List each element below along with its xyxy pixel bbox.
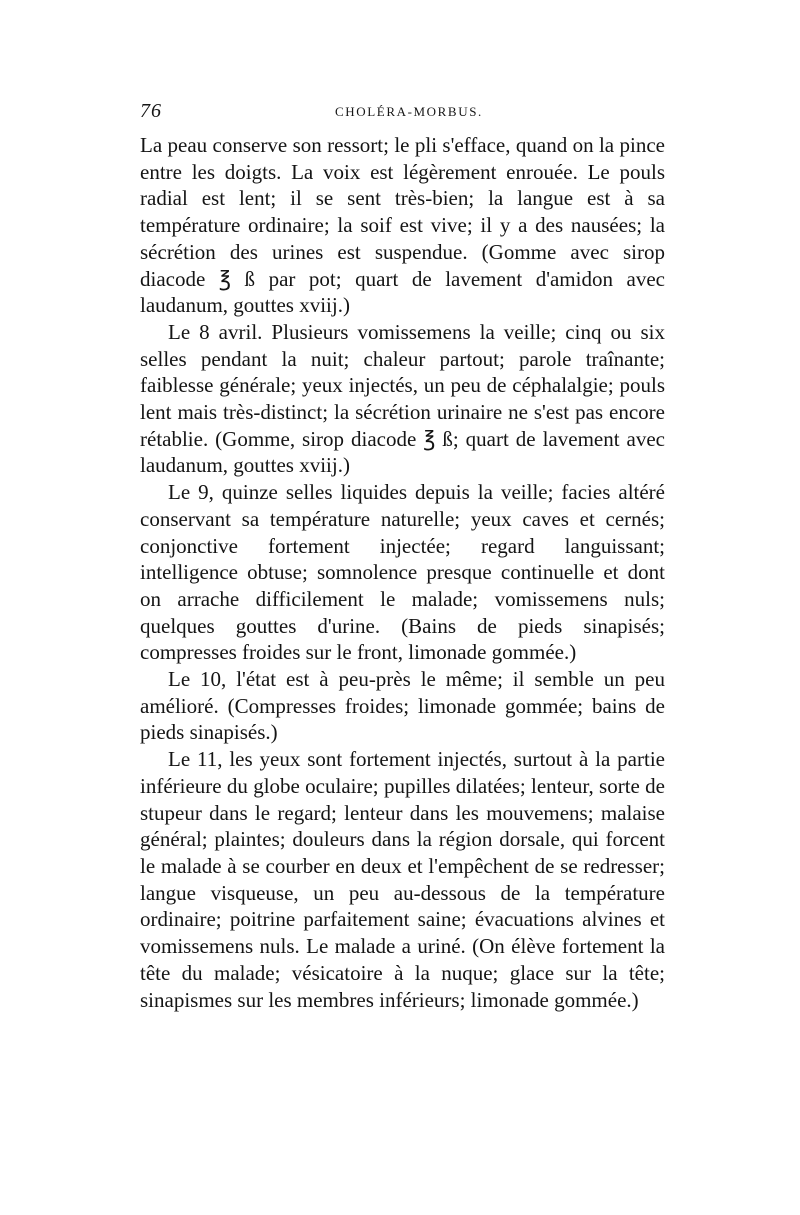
running-head [140, 100, 665, 124]
paragraph-3: Le 9, quinze selles liquides depuis la veille; facies altéré conservant sa température naturelle; yeux caves et cernés; conjonctive fortement injectée; regard languissant; intelligence obtuse; somnolence presque continuelle et dont on arrache difficilement le malade; vomissemens nuls; quelques gouttes d'urine. (Bains de pieds sinapisés; compresses froides sur le front, limonade gommée.) [140, 480, 665, 665]
running-title: CHOLÉRA-MORBUS. [335, 104, 483, 119]
body-text [140, 132, 665, 1013]
page-number: 76 [140, 100, 162, 122]
paragraph-2: Le 8 avril. Plusieurs vomissemens la veille; cinq ou six selles pendant la nuit; chaleur partout; parole traînante; faiblesse générale; yeux injectés, un peu de céphalalgie; pouls lent mais très-distinct; la sécrétion urinaire ne s'est pas encore rétablie. (Gomme, sirop diacode ℥ ß; quart de lavement avec laudanum, gouttes xviij.) [140, 319, 665, 478]
paragraph-5: Le 11, les yeux sont fortement injectés, surtout à la partie inférieure du globe oculaire; pupilles dilatées; lenteur, sorte de stupeur dans le regard; lenteur dans les mouvemens; malaise général; plaintes; douleurs dans la région dorsale, qui forcent le malade à se courber en deux et l'empêchent de se redresser; langue visqueuse, un peu au-dessous de la température ordinaire; poitrine parfaitement saine; évacuations alvines et vomissemens nuls. Le malade a uriné. (On élève fortement la tête du malade; vésicatoire à la nuque; glace sur la tête; sinapismes sur les membres inférieurs; limonade gommée.) [140, 747, 665, 1012]
paragraph-4: Le 10, l'état est à peu-près le même; il semble un peu amélioré. (Compresses froides; limonade gommée; bains de pieds sinapisés.) [140, 667, 665, 745]
paragraph-1: La peau conserve son ressort; le pli s'efface, quand on la pince entre les doigts. La voix est légèrement enrouée. Le pouls radial est lent; il se sent très-bien; la langue est à sa température ordinaire; la soif est vive; il y a des nausées; la sécrétion des urines est suspendue. (Gomme avec sirop diacode ℥ ß par pot; quart de lavement d'amidon avec laudanum, gouttes xviij.) [140, 133, 665, 318]
